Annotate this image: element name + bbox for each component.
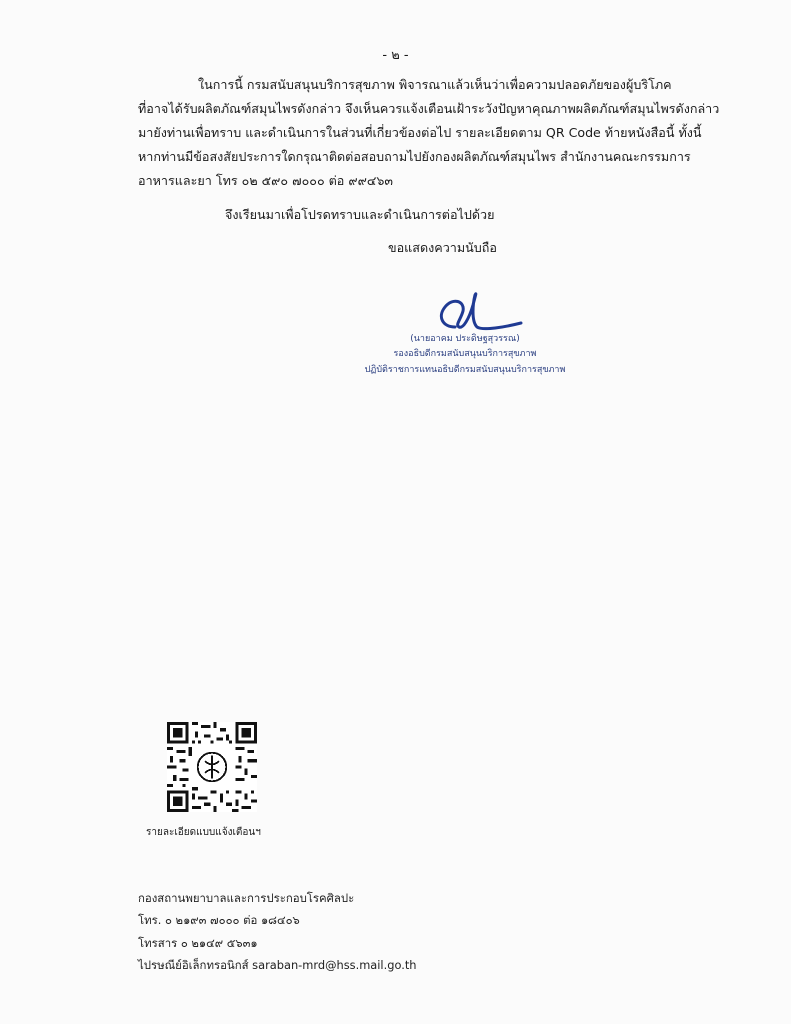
body-line-1: ในการนี้ กรมสนับสนุนบริการสุขภาพ พิจารณาแล้วเห็นว่าเพื่อความปลอดภัยของผู้บริโภค	[198, 77, 672, 92]
qr-code[interactable]	[167, 722, 257, 812]
contact-email[interactable]: ไปรษณีย์อิเล็กทรอนิกส์ saraban-mrd@hss.mail.go.th	[138, 958, 417, 972]
closing-line: จึงเรียนมาเพื่อโปรดทราบและดำเนินการต่อไปด้วย	[225, 207, 495, 222]
contact-fax: โทรสาร ๐ ๒๑๔๙ ๕๖๓๑	[138, 936, 258, 950]
signatory-acting: ปฏิบัติราชการแทนอธิบดีกรมสนับสนุนบริการสุขภาพ	[364, 365, 566, 375]
signatory-name: (นายอาคม ประดิษฐสุวรรณ)	[410, 334, 520, 344]
signatory-position: รองอธิบดีกรมสนับสนุนบริการสุขภาพ	[393, 349, 537, 359]
body-line-2: ที่อาจได้รับผลิตภัณฑ์สมุนไพรดังกล่าว จึงเห็นควรแจ้งเตือนเฝ้าระวังปัญหาคุณภาพผลิตภัณฑ์สมุนไพรดังกล่าว	[138, 101, 720, 116]
regards-line: ขอแสดงความนับถือ	[388, 240, 497, 255]
contact-division: กองสถานพยาบาลและการประกอบโรคศิลปะ	[138, 891, 355, 905]
body-line-4: หากท่านมีข้อสงสัยประการใดกรุณาติดต่อสอบถามไปยังกองผลิตภัณฑ์สมุนไพร สำนักงานคณะกรรมการ	[138, 149, 691, 164]
body-line-5: อาหารและยา โทร ๐๒ ๕๙๐ ๗๐๐๐ ต่อ ๙๙๔๖๓	[138, 173, 393, 188]
contact-phone: โทร. ๐ ๒๑๙๓ ๗๐๐๐ ต่อ ๑๘๔๐๖	[138, 913, 300, 927]
body-line-3: มายังท่านเพื่อทราบ และดำเนินการในส่วนที่เกี่ยวข้องต่อไป รายละเอียดตาม QR Code ท้ายหนังสือนี้ ทั้งนี้	[138, 125, 702, 140]
signature-image	[425, 287, 525, 335]
qr-caption: รายละเอียดแบบแจ้งเตือนฯ	[146, 827, 261, 838]
page-number: - ๒ -	[382, 48, 409, 63]
